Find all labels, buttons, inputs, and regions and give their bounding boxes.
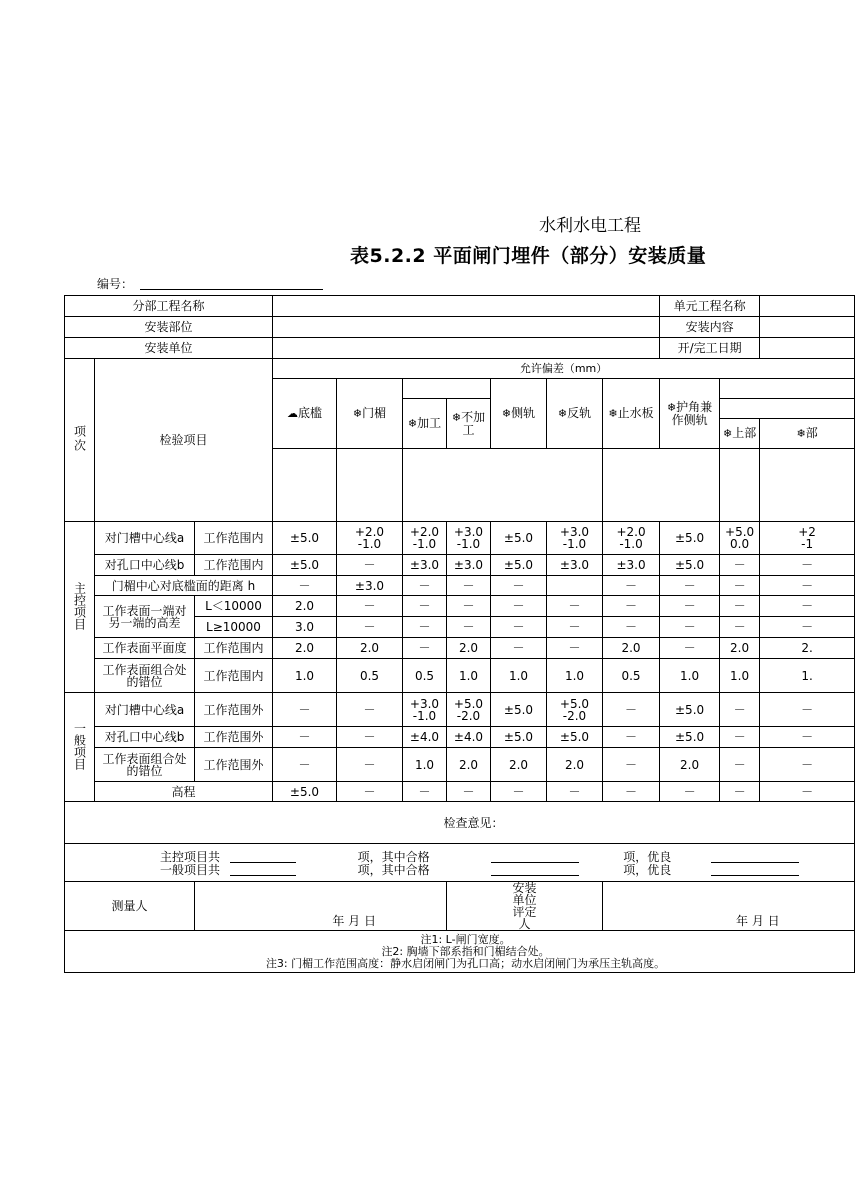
cell-value: － <box>337 596 403 617</box>
date-value[interactable] <box>760 338 855 359</box>
opinion-label: 检查意见： <box>443 815 504 830</box>
content-label: 安装内容 <box>660 317 760 338</box>
cell-value: － <box>760 576 855 596</box>
cell-value: 2.0 <box>273 596 337 617</box>
cell-value: － <box>491 638 547 659</box>
general-good-label: 项，优良 <box>623 862 672 877</box>
main-good-input[interactable] <box>711 850 799 863</box>
col-corner-side-rail: ❄护角兼作侧轨 <box>660 379 720 449</box>
doc-supertitle: 水利水电工程 <box>539 216 641 236</box>
cell-value: － <box>760 617 855 638</box>
item-name: 对孔口中心线b <box>95 555 195 576</box>
cell-value: 0.5 <box>403 659 447 693</box>
table-row <box>65 727 855 748</box>
col-sketch-6 <box>760 449 855 522</box>
cell-value: ±5.0 <box>491 555 547 576</box>
cell-value: 2.0 <box>447 638 491 659</box>
general-pass-input[interactable] <box>491 863 579 876</box>
cell-value: ±4.0 <box>403 727 447 748</box>
col-unmachined: ❄不加工 <box>447 399 491 449</box>
col-bottom-sill: ☁底槛 <box>273 379 337 449</box>
cell-value: ±4.0 <box>447 727 491 748</box>
cell-value: － <box>720 748 760 782</box>
cell-value: 2. <box>760 638 855 659</box>
cell-value: ±5.0 <box>660 693 720 727</box>
cell-value: － <box>660 576 720 596</box>
table-row <box>65 555 855 576</box>
inspection-table-wrapper <box>64 295 818 973</box>
snowflake-icon: ❄ <box>451 411 462 424</box>
sub-project-value[interactable] <box>273 296 660 317</box>
col-sketch-1 <box>273 449 337 522</box>
snowflake-icon: ❄ <box>796 427 806 440</box>
unit-project-value[interactable] <box>760 296 855 317</box>
cell-value: ±3.0 <box>547 555 603 576</box>
cell-value: +2.0 -1.0 <box>337 522 403 555</box>
evaluator-label: 安装单位评定人 <box>447 882 603 931</box>
cell-value: － <box>603 748 660 782</box>
cell-value: ±5.0 <box>491 727 547 748</box>
cell-value <box>547 576 603 596</box>
cell-value: － <box>547 596 603 617</box>
cell-value: － <box>720 693 760 727</box>
table-row <box>65 693 855 727</box>
cell-value: +2.0 -1.0 <box>403 522 447 555</box>
cell-value: － <box>547 617 603 638</box>
summary-block <box>65 844 855 882</box>
cell-value: 3.0 <box>273 617 337 638</box>
item-range: 工作范围外 <box>195 693 273 727</box>
cell-value: － <box>760 727 855 748</box>
general-pass-label: 项，其中合格 <box>357 862 430 877</box>
note-item: 注3: 门楣工作范围高度：静水启闭闸门为孔口高；动水启闭闸门为承压主轨高度。 <box>265 956 666 970</box>
col-chest-group <box>720 379 855 399</box>
main-good-label: 项，优良 <box>623 849 672 864</box>
cell-value: ±5.0 <box>491 693 547 727</box>
snowflake-icon: ❄ <box>608 407 618 420</box>
item-name: 工作表面组合处的错位 <box>95 748 195 782</box>
table-row <box>65 638 855 659</box>
cell-value: 0.5 <box>337 659 403 693</box>
snowflake-icon: ❄ <box>666 401 677 414</box>
cell-value: ±5.0 <box>273 782 337 802</box>
cell-value: ±3.0 <box>447 555 491 576</box>
cell-value: ±3.0 <box>337 576 403 596</box>
col-sketch-4 <box>603 449 720 522</box>
cell-value: － <box>760 748 855 782</box>
cell-value: － <box>403 617 447 638</box>
item-name: 对孔口中心线b <box>95 727 195 748</box>
col-side-rail: ❄侧轨 <box>491 379 547 449</box>
col-reverse-rail: ❄反轨 <box>547 379 603 449</box>
cell-value: － <box>720 596 760 617</box>
table-row <box>65 659 855 693</box>
item-range: 工作范围外 <box>195 727 273 748</box>
cell-value: － <box>403 576 447 596</box>
snowflake-icon: ❄ <box>352 407 363 420</box>
col-sketch-3 <box>403 449 603 522</box>
cell-value: ±5.0 <box>273 522 337 555</box>
col-chest-wall-group <box>403 379 491 399</box>
item-range: 工作范围内 <box>195 522 273 555</box>
cell-value: +2.0 -1.0 <box>603 522 660 555</box>
item-range: 工作范围内 <box>195 555 273 576</box>
table-row <box>65 522 855 555</box>
cell-value: 2.0 <box>337 638 403 659</box>
main-total-label: 主控项目共 <box>159 849 220 864</box>
seq-header: 项次 <box>65 359 95 522</box>
snowflake-icon: ❄ <box>501 407 512 420</box>
location-value[interactable] <box>273 317 660 338</box>
cell-value: － <box>760 596 855 617</box>
serial-input-line[interactable] <box>140 289 323 290</box>
cell-value: ±3.0 <box>403 555 447 576</box>
cell-value: +2 -1 <box>760 522 855 555</box>
cell-value: ±5.0 <box>660 555 720 576</box>
cell-value: 2.0 <box>447 748 491 782</box>
cell-value: 2.0 <box>603 638 660 659</box>
cell-value: +3.0 -1.0 <box>403 693 447 727</box>
note-item: 注2: 胸墙下部系指和门楣结合处。 <box>381 944 550 958</box>
cell-value: － <box>603 576 660 596</box>
cell-value: 1. <box>760 659 855 693</box>
main-pass-input[interactable] <box>491 850 579 863</box>
cell-value: － <box>760 693 855 727</box>
cell-value: － <box>491 782 547 802</box>
evaluator-date[interactable]: 年 月 日 <box>603 882 855 931</box>
cell-value: － <box>337 555 403 576</box>
cell-value: +5.0 -2.0 <box>447 693 491 727</box>
installer-label: 安装单位 <box>65 338 273 359</box>
date-label: 开/完工日期 <box>660 338 760 359</box>
cell-value: ±3.0 <box>603 555 660 576</box>
cell-value: 2.0 <box>660 748 720 782</box>
item-header: 检验项目 <box>95 359 273 522</box>
cell-value: 1.0 <box>547 659 603 693</box>
cell-value: － <box>720 617 760 638</box>
cell-value: － <box>337 727 403 748</box>
doc-title: 表5.2.2 平面闸门埋件（部分）安装质量 <box>350 245 707 267</box>
cell-value: － <box>273 693 337 727</box>
col-lower: ❄部 <box>760 419 855 449</box>
cell-value: － <box>603 727 660 748</box>
installer-value[interactable] <box>273 338 660 359</box>
inspection-table <box>64 295 855 973</box>
surveyor-date[interactable]: 年 月 日 <box>195 882 447 931</box>
cell-value: ±5.0 <box>660 522 720 555</box>
cell-value: － <box>720 782 760 802</box>
cell-value: ±5.0 <box>491 522 547 555</box>
item-name: 对门槽中心线a <box>95 693 195 727</box>
item-range: 工作范围内 <box>195 638 273 659</box>
cell-value: 1.0 <box>491 659 547 693</box>
col-lintel: ❄门楣 <box>337 379 403 449</box>
section-general: 一般项目 <box>65 693 95 802</box>
cell-value: － <box>491 576 547 596</box>
item-name: 工作表面平面度 <box>95 638 195 659</box>
item-name: 工作表面组合处的错位 <box>95 659 195 693</box>
item-name: 工作表面一端对另一端的高差 <box>95 596 195 638</box>
cell-value: － <box>273 748 337 782</box>
cell-value: － <box>337 782 403 802</box>
cell-value: － <box>403 782 447 802</box>
cell-value: － <box>403 638 447 659</box>
cell-value: － <box>603 596 660 617</box>
cell-value: 2.0 <box>491 748 547 782</box>
cell-value: － <box>491 596 547 617</box>
cell-value: +3.0 -1.0 <box>447 522 491 555</box>
cell-value: +5.0 0.0 <box>720 522 760 555</box>
notes-block <box>65 931 855 973</box>
snowflake-icon: ❄ <box>557 407 568 420</box>
table-row <box>65 782 855 802</box>
cell-value: － <box>660 596 720 617</box>
cell-value: 2.0 <box>273 638 337 659</box>
snowflake-icon: ❄ <box>722 427 733 440</box>
cell-value: － <box>760 782 855 802</box>
unit-project-label: 单元工程名称 <box>660 296 760 317</box>
col-chest-subgroup <box>720 399 855 419</box>
item-name: 高程 <box>95 782 273 802</box>
cell-value: － <box>547 638 603 659</box>
cell-value: － <box>447 782 491 802</box>
cell-value: ±5.0 <box>273 555 337 576</box>
cell-value: 1.0 <box>273 659 337 693</box>
cell-value: 2.0 <box>720 638 760 659</box>
cell-value: － <box>603 693 660 727</box>
cell-value: +5.0 -2.0 <box>547 693 603 727</box>
cell-value: － <box>337 693 403 727</box>
cell-value: － <box>760 555 855 576</box>
cell-value: － <box>337 617 403 638</box>
cell-value: － <box>603 617 660 638</box>
sub-project-label: 分部工程名称 <box>65 296 273 317</box>
content-value[interactable] <box>760 317 855 338</box>
allowed-deviation-header: 允许偏差（mm） <box>273 359 855 379</box>
item-range: 工作范围外 <box>195 748 273 782</box>
note-item: 注1: L-闸门宽度。 <box>420 932 511 946</box>
table-row <box>65 748 855 782</box>
table-row <box>65 576 855 596</box>
cell-value: － <box>273 576 337 596</box>
cell-value: － <box>403 596 447 617</box>
main-pass-label: 项，其中合格 <box>357 849 430 864</box>
general-total-input[interactable] <box>230 863 296 876</box>
col-machined: ❄加工 <box>403 399 447 449</box>
table-row <box>65 596 855 617</box>
cell-value: － <box>660 638 720 659</box>
cell-value: － <box>491 617 547 638</box>
location-label: 安装部位 <box>65 317 273 338</box>
cell-value: － <box>720 555 760 576</box>
cell-value: ±5.0 <box>547 727 603 748</box>
cell-value: 0.5 <box>603 659 660 693</box>
cell-value: － <box>603 782 660 802</box>
item-name: 门楣中心对底槛面的距离 h <box>95 576 273 596</box>
section-main: 主控项目 <box>65 522 95 693</box>
cell-value: － <box>660 617 720 638</box>
general-good-input[interactable] <box>711 863 799 876</box>
serial-label: 编号： <box>97 277 134 291</box>
cell-value: 2.0 <box>547 748 603 782</box>
cloud-icon: ☁ <box>286 407 298 420</box>
col-seal-plate: ❄止水板 <box>603 379 660 449</box>
col-sketch-2 <box>337 449 403 522</box>
cell-value: － <box>720 727 760 748</box>
item-range: L≥10000 <box>195 617 273 638</box>
cell-value: － <box>447 596 491 617</box>
cell-value: － <box>273 727 337 748</box>
item-range: L＜10000 <box>195 596 273 617</box>
cell-value: － <box>660 782 720 802</box>
cell-value: － <box>720 576 760 596</box>
item-range: 工作范围内 <box>195 659 273 693</box>
cell-value: 1.0 <box>403 748 447 782</box>
cell-value: － <box>337 748 403 782</box>
inspection-opinion[interactable] <box>65 802 855 844</box>
cell-value: 1.0 <box>720 659 760 693</box>
col-sketch-5 <box>720 449 760 522</box>
cell-value: － <box>447 576 491 596</box>
col-upper: ❄上部 <box>720 419 760 449</box>
surveyor-label: 测量人 <box>65 882 195 931</box>
cell-value: ±5.0 <box>660 727 720 748</box>
general-total-label: 一般项目共 <box>159 862 220 877</box>
cell-value: － <box>447 617 491 638</box>
cell-value: +3.0 -1.0 <box>547 522 603 555</box>
cell-value: 1.0 <box>660 659 720 693</box>
main-total-input[interactable] <box>230 850 296 863</box>
snowflake-icon: ❄ <box>407 417 418 430</box>
cell-value: 1.0 <box>447 659 491 693</box>
cell-value: － <box>547 782 603 802</box>
item-name: 对门槽中心线a <box>95 522 195 555</box>
